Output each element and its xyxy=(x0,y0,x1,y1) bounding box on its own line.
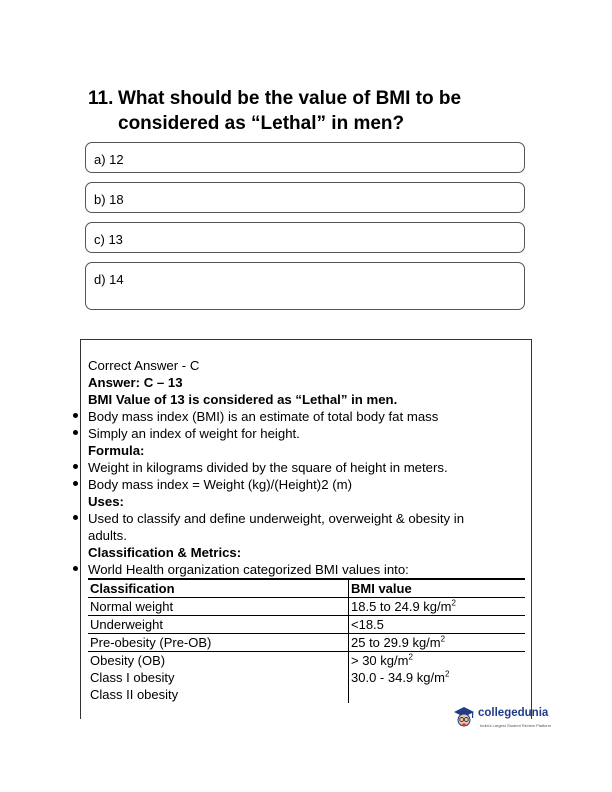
option-b-label: b) 18 xyxy=(94,192,124,207)
formula-heading: Formula: xyxy=(88,443,145,458)
table-cell-bmi-value: 30.0 - 34.9 $kg/m^2$ xyxy=(351,669,450,685)
collegedunia-logo xyxy=(452,705,552,737)
bullet-dot xyxy=(73,413,78,418)
bullet-dot xyxy=(73,430,78,435)
bullet-dot xyxy=(73,566,78,571)
table-row xyxy=(88,616,525,634)
table-cell-classification: Class I obesity xyxy=(88,669,349,686)
option-c[interactable] xyxy=(85,222,525,253)
logo-name: collegedunia xyxy=(478,707,549,719)
option-a-label: a) 12 xyxy=(94,152,124,167)
table-cell-classification: Pre-obesity (Pre-OB) xyxy=(88,634,349,652)
option-c-label: c) 13 xyxy=(94,232,123,247)
bullet-weight-index: Simply an index of weight for height. xyxy=(88,426,300,441)
table-cell-bmi-value xyxy=(349,686,526,703)
question-title xyxy=(88,86,508,136)
option-d-label: d) 14 xyxy=(94,272,124,287)
bullet-dot xyxy=(73,464,78,469)
bullet-formula-description: Weight in kilograms divided by the square of height in meters. xyxy=(88,460,448,475)
table-row xyxy=(88,634,525,652)
bullet-uses-line2: adults. xyxy=(88,528,127,543)
classification-heading: Classification & Metrics: xyxy=(88,545,242,560)
answer-statement: BMI Value of 13 is considered as “Lethal” in men. xyxy=(88,392,398,407)
table-header-classification: Classification xyxy=(88,579,349,598)
question-number: 11. xyxy=(88,88,114,109)
table-cell-classification: Underweight xyxy=(88,616,349,634)
table-cell-bmi-value: 18.5 to 24.9 $kg/m^2$ xyxy=(349,598,526,616)
bullet-who-categories: World Health organization categorized BMI values into: xyxy=(88,562,409,577)
uses-heading: Uses: xyxy=(88,494,124,509)
bullet-uses-line1: Used to classify and define underweight, overweight & obesity in xyxy=(88,511,465,526)
bullet-formula: Body mass index = Weight (kg)/(Height)2 (m) xyxy=(88,477,352,492)
table-cell-bmi-value: <18.5 xyxy=(349,616,526,634)
table-row xyxy=(88,686,525,703)
table-header-bmi-value: BMI value xyxy=(349,579,526,598)
table-row xyxy=(88,598,525,616)
table-header-row xyxy=(88,579,525,598)
bullet-bmi-definition: Body mass index (BMI) is an estimate of total body fat mass xyxy=(88,409,439,424)
bullet-dot xyxy=(73,481,78,486)
table-cell-bmi-value: > 30 $kg/m^2$ xyxy=(351,652,413,668)
graduate-mascot-icon xyxy=(452,705,476,729)
table-cell-bmi-value: 25 to 29.9 $kg/m^2$ xyxy=(349,634,526,652)
bullet-dot xyxy=(73,515,78,520)
option-b[interactable] xyxy=(85,182,525,213)
table-row xyxy=(88,652,525,670)
question-text: What should be the value of BMI to be considered as “Lethal” in men? xyxy=(118,88,462,134)
table-cell-classification: Class II obesity xyxy=(88,686,349,703)
option-a[interactable] xyxy=(85,142,525,173)
table-cell-classification: Obesity (OB) xyxy=(88,652,349,670)
option-d[interactable] xyxy=(85,262,525,310)
correct-answer-line: Correct Answer - C xyxy=(88,358,200,373)
table-cell-classification: Normal weight xyxy=(88,598,349,616)
logo-tagline: India's Largest Student Review Platform xyxy=(480,723,552,728)
table-row xyxy=(88,669,525,686)
bmi-classification-table xyxy=(88,578,525,703)
answer-line: Answer: C – 13 xyxy=(88,375,183,390)
